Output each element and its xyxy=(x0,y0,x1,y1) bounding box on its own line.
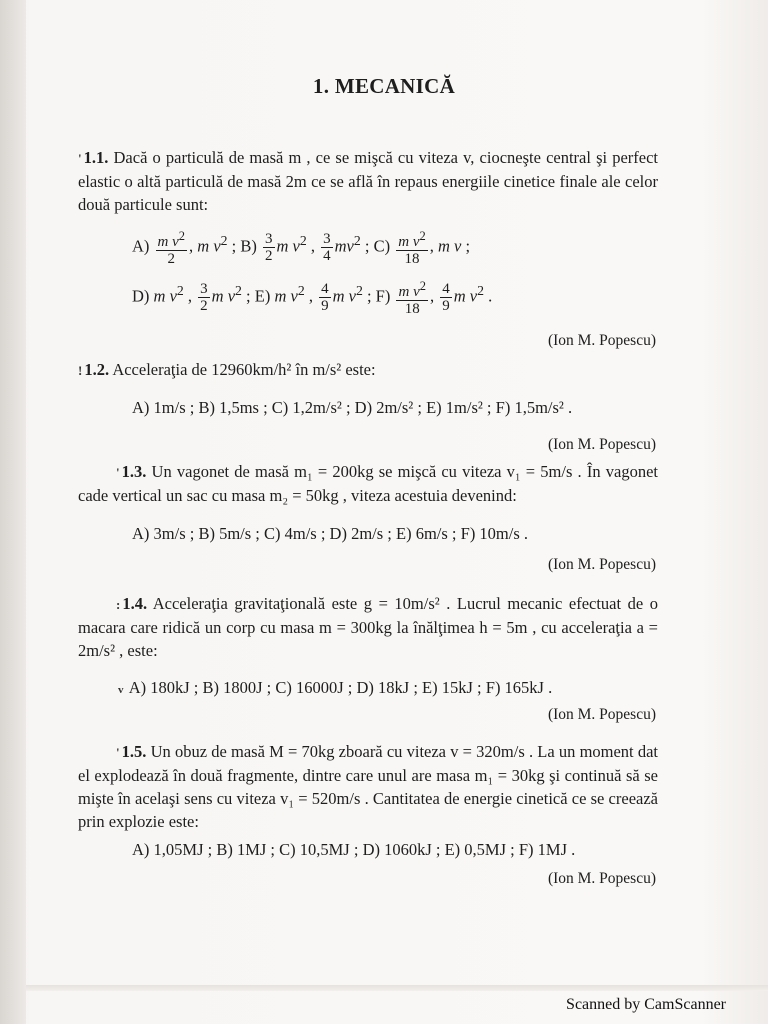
problem-number: 1.2. xyxy=(84,360,110,379)
problem-text: Un obuz de masă M = 70kg zboară cu viteza v = 320m/s . La un moment dat el explodează în două fragmente, dintre care unul are masa m₁ = 30kg şi continuă să se mişte în acelaşi sens cu viteza v₁ = 520m/s . Cantitatea de energie cinetică ce se creează prin explozie este: xyxy=(78,742,658,831)
page-bottom-edge xyxy=(26,985,768,991)
problem-1-4-answers xyxy=(118,676,658,702)
problem-1-5-statement xyxy=(78,740,658,833)
problem-1-3-statement xyxy=(78,460,658,507)
problem-1-4-statement xyxy=(78,592,658,662)
margin-check-mark: v xyxy=(118,684,124,696)
problem-1-3-answers: A) 3m/s ; B) 5m/s ; C) 4m/s ; D) 2m/s ; E) 6m/s ; F) 10m/s . xyxy=(132,524,529,543)
problem-number: 1.4. xyxy=(122,594,148,613)
problem-1-5-answers: A) 1,05MJ ; B) 1MJ ; C) 10,5MJ ; D) 1060kJ ; E) 0,5MJ ; F) 1MJ . xyxy=(132,840,576,859)
problem-text: Acceleraţia gravitaţională este g = 10m/s² . Lucrul mecanic efectuat de o macara care ridică un corp cu masa m = 300kg la înălţimea h = 5m , cu acceleraţia a = 2m/s² , este: xyxy=(78,594,658,660)
page-edge-shadow xyxy=(0,0,26,1024)
problem-1-1-answers-line1: A) $\frac{m v^2}{2}$ , m $v^2$ ; B) $\frac{3}{2}$ m $v^2$ , $\frac{3}{4}$ $mv^2$ ; C) $\frac{m v^2}{18}$ , m v ; xyxy=(132,229,471,267)
problem-1-3-author: (Ion M. Popescu) xyxy=(547,556,656,573)
problem-1-1-author: (Ion M. Popescu) xyxy=(547,332,656,349)
problem-1-2-answers: A) 1m/s ; B) 1,5ms ; C) 1,2m/s² ; D) 2m/s² ; E) 1m/s² ; F) 1,5m/s² . xyxy=(132,398,573,417)
problem-number: 1.5. xyxy=(121,742,147,761)
problem-1-1-answers-line2: D) m $v^2$ , $\frac{3}{2}$ m $v^2$ ; E) m $v^2$ , $\frac{4}{9}$ m $v^2$ ; F) $\frac{m v^2}{18}$ , $\frac{4}{9}$ m $v^2$ . xyxy=(132,279,493,317)
problem-number: 1.3. xyxy=(121,462,147,481)
problem-1-2-statement xyxy=(78,358,658,382)
chapter-title: 1. MECANICĂ xyxy=(312,74,456,98)
problem-1-4-author: (Ion M. Popescu) xyxy=(547,706,656,723)
problem-text: Dacă o particulă de masă m , ce se mişcă cu viteza v, ciocneşte central şi perfect elastic o altă particulă de masă 2m ce se află în repaus energiile cinetice finale ale celor două particule sunt: xyxy=(78,148,658,214)
problem-text: Un vagonet de masă m₁ = 200kg se mişcă cu viteza v₁ = 5m/s . În vagonet cade vertical un sac cu masa m₂ = 50kg , viteza acestuia devenind: xyxy=(78,462,658,505)
margin-mark: ' xyxy=(116,465,120,480)
scanner-watermark: Scanned by CamScanner xyxy=(566,996,726,1013)
margin-mark: ! xyxy=(78,363,83,378)
problem-1-2-author: (Ion M. Popescu) xyxy=(547,436,656,453)
problem-text: Acceleraţia de 12960km/h² în m/s² este: xyxy=(112,360,376,379)
margin-mark: ' xyxy=(116,745,120,760)
margin-mark: ' xyxy=(78,151,82,166)
problem-1-1-statement xyxy=(78,146,658,216)
problem-1-5-author: (Ion M. Popescu) xyxy=(547,870,656,887)
margin-mark: : xyxy=(116,597,121,612)
answers-text: A) 180kJ ; B) 1800J ; C) 16000J ; D) 18kJ ; E) 15kJ ; F) 165kJ . xyxy=(128,678,553,697)
problem-number: 1.1. xyxy=(83,148,109,167)
